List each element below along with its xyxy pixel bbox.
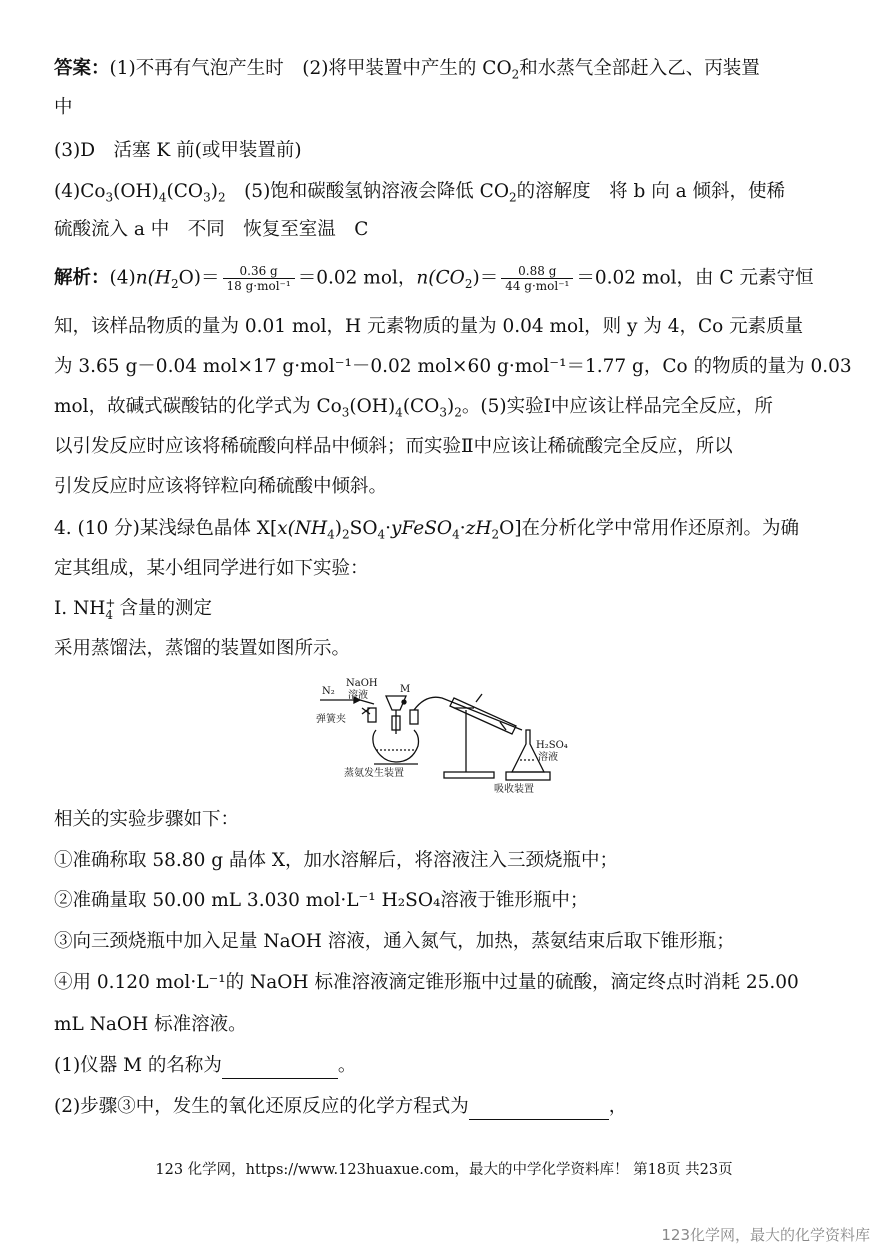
analysis-label: 解析：	[54, 267, 110, 289]
answer-line-5: 硫酸流入 a 中 不同 恢复至室温 C	[54, 219, 369, 240]
three-neck-flask	[373, 730, 419, 762]
analysis-line-3: 为 3.65 g－0.04 mol×17 g·mol⁻¹－0.02 mol×60 g·mol⁻¹＝1.77 g，Co 的物质的量为 0.03	[54, 356, 852, 377]
label-absorber: 吸收装置	[494, 784, 534, 795]
label-naoh-solution: 溶液	[348, 690, 368, 701]
page-footer: 123 化学网，https://www.123huaxue.com，最大的中学化学资料库！ 第18页 共23页	[155, 1162, 733, 1178]
fraction-h2o: $\frac{0.36 g}{\text{18 g·mol⁻¹}}$	[223, 264, 295, 293]
answer-line-2: 中	[54, 97, 73, 118]
steps-intro: 相关的实验步骤如下：	[54, 809, 240, 830]
analysis-line-2: 知，该样品物质的量为 0.01 mol，H 元素物质的量为 0.04 mol，则 y 为 4，Co 元素质量	[54, 316, 804, 337]
absorb-stand	[506, 772, 550, 780]
answer-line-3: (3)D 活塞 K 前(或甲装置前)	[54, 140, 302, 161]
spring-clamp-mark	[362, 708, 370, 714]
question-1: (1)仪器 M 的名称为 。	[54, 1053, 356, 1079]
answer-blank-2[interactable]	[469, 1099, 609, 1120]
condenser	[450, 698, 516, 734]
step-4b: mL NaOH 标准溶液。	[54, 1014, 247, 1035]
ring-stand-base	[444, 772, 494, 778]
watermark: 123化学网，最大的化学资料库	[661, 1226, 870, 1244]
answer-line-4: $(4)Co_3(OH)_4(CO_3)_2$ (5)饱和碳酸氢钠溶液会降低 $CO_2$的溶解度 将 b 向 a 倾斜，使稀	[54, 181, 786, 205]
section-heading: I. NH + 4 含量的测定	[54, 596, 212, 622]
step-2: ②准确量取 50.00 mL 3.030 mol·L⁻¹ H₂SO₄溶液于锥形瓶中；	[54, 890, 589, 911]
stopcock-m	[402, 700, 406, 704]
analysis-line-6: 引发反应时应该将锌粒向稀硫酸中倾斜。	[54, 476, 388, 497]
water-out	[476, 694, 482, 702]
neck-right	[410, 710, 418, 724]
question-line-1: 4. (10 分)某浅绿色晶体 $X[x(NH_4)_2SO_4\cdot yFeSO_4\cdot zH_2O]$在分析化学中常用作还原剂。为确	[54, 518, 800, 542]
answer-label: 答案：	[54, 58, 110, 79]
question-line-4: 采用蒸馏法，蒸馏的装置如图所示。	[54, 638, 351, 659]
label-h2so4-solution: 溶液	[538, 752, 558, 763]
analysis-line-5: 以引发反应时应该将稀硫酸向样品中倾斜；而实验Ⅱ中应该让稀硫酸完全反应，所以	[54, 436, 733, 457]
neck-left	[368, 708, 376, 722]
label-naoh: NaOH	[346, 678, 378, 689]
answer-line-1: 答案：(1)不再有气泡产生时 (2)将甲装置中产生的 $CO_2$和水蒸气全部赶入乙、丙装置	[54, 58, 760, 82]
label-spring-clamp: 弹簧夹	[316, 714, 346, 725]
step-4a: ④用 0.120 mol·L⁻¹的 NaOH 标准溶液滴定锥形瓶中过量的硫酸，滴定终点时消耗 25.00	[54, 972, 799, 993]
label-m: M	[400, 684, 411, 695]
question-line-2: 定其组成，某小组同学进行如下实验：	[54, 558, 369, 579]
distillation-apparatus-diagram	[316, 674, 584, 796]
label-n2: N₂	[322, 686, 335, 697]
fraction-co2: $\frac{0.88 g}{\text{44 g·mol⁻¹}}$	[501, 264, 573, 293]
step-3: ③向三颈烧瓶中加入足量 NaOH 溶液，通入氮气，加热，蒸氨结束后取下锥形瓶；	[54, 931, 735, 952]
label-generator: 蒸氨发生装置	[344, 768, 404, 779]
answer-blank-1[interactable]	[222, 1058, 338, 1079]
conical-flask	[512, 730, 544, 772]
analysis-line-1: 解析：$(4)n(H_2O)=$ $\frac{0.36 g}{\text{18 g·mol⁻¹}}$ ＝0.02 mol，$n(CO_2)=$ $\frac{0.88 g}{\text{44 g·mol⁻¹}}$ ＝0.02 mol，由 C 元素守恒	[54, 264, 814, 293]
analysis-line-4: mol，故碱式碳酸钴的化学式为 $Co_3(OH)_4(CO_3)_2$。(5)实验Ⅰ中应该让样品完全反应，所	[54, 396, 773, 420]
label-h2so4: H₂SO₄	[536, 740, 568, 751]
question-2: (2)步骤③中，发生的氧化还原反应的化学方程式为 ，	[54, 1094, 627, 1120]
step-1: ①准确称取 58.80 g 晶体 X，加水溶解后，将溶液注入三颈烧瓶中；	[54, 850, 618, 871]
